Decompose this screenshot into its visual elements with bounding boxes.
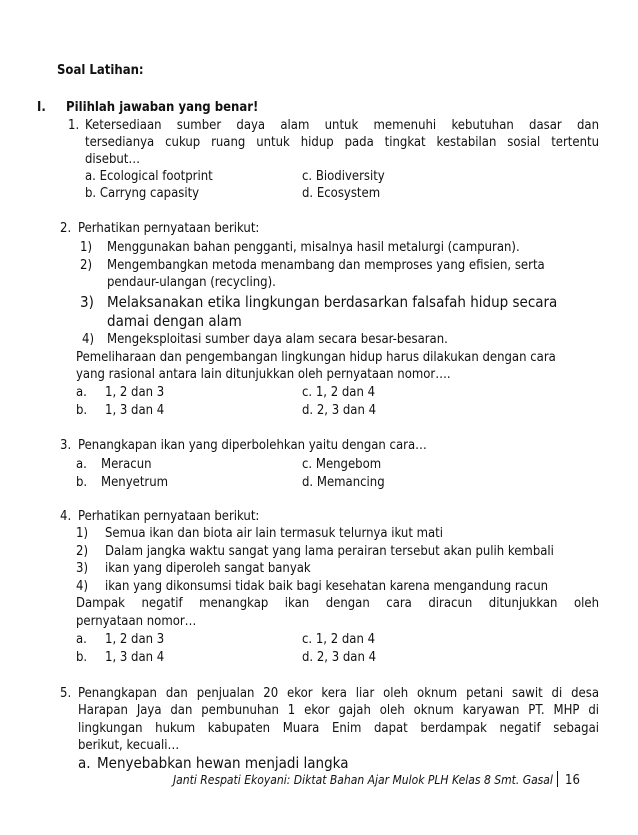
q5-stem-line2: Harapan Jaya dan pembunuhan 1 ekor gajah oleh oknum karyawan PT. MHP di: [78, 703, 599, 718]
q5-number: 5.: [60, 686, 72, 701]
q3-option-d: d. Memancing: [302, 475, 385, 490]
q2-statement-3-cont: damai dengan alam: [107, 312, 242, 330]
q1-option-d: d. Ecosystem: [302, 186, 381, 201]
q2-option-c: c. 1, 2 dan 4: [302, 385, 376, 400]
q4-option-d: d. 2, 3 dan 4: [302, 650, 377, 665]
q4-statement-2-number: 2): [76, 544, 89, 559]
q2-statement-3-number: 3): [80, 293, 94, 311]
q1-number: 1.: [68, 118, 80, 133]
q5-stem-line4: berikut, kecuali…: [78, 738, 180, 753]
q4-statement-1: Semua ikan dan biota air lain termasuk telurnya ikut mati: [105, 526, 444, 541]
q1-option-b: b. Carryng capasity: [85, 186, 200, 201]
q4-number: 4.: [60, 509, 72, 524]
q5-stem-line1: Penangkapan dan penjualan 20 ekor kera liar oleh oknum petani sawit di desa: [78, 686, 599, 701]
q4-option-a: 1, 2 dan 3: [105, 632, 165, 647]
q4-option-c: c. 1, 2 dan 4: [302, 632, 376, 647]
q4-option-a-label: a.: [76, 632, 87, 647]
q1-stem-line3: disebut…: [85, 152, 141, 167]
footer-citation: Janti Respati Ekoyani: Diktat Bahan Ajar Mulok PLH Kelas 8 Smt. Gasal: [173, 773, 553, 787]
q4-question-line2: pernyataan nomor…: [76, 614, 197, 629]
q4-option-b: 1, 3 dan 4: [105, 650, 165, 665]
q2-statement-4-number: 4): [82, 332, 95, 347]
q4-statement-4-number: 4): [76, 579, 89, 594]
q3-option-a: Meracun: [101, 457, 152, 472]
q3-number: 3.: [60, 438, 72, 453]
q5-option-a-label: a.: [78, 754, 91, 772]
q2-statement-2-cont: pendaur-ulangan (recycling).: [107, 275, 276, 290]
q2-statement-1-number: 1): [80, 240, 93, 255]
page-heading: Soal Latihan:: [57, 63, 144, 78]
q2-option-b-label: b.: [76, 403, 88, 418]
q1-option-a: a. Ecological footprint: [85, 169, 213, 184]
q4-stem: Perhatikan pernyataan berikut:: [78, 509, 260, 524]
q1-stem-line2: tersedianya cukup ruang untuk hidup pada tingkat kestabilan sosial tertentu: [85, 135, 599, 150]
q2-number: 2.: [60, 221, 72, 236]
q4-statement-3-number: 3): [76, 561, 89, 576]
q5-option-a: Menyebabkan hewan menjadi langka: [97, 754, 349, 772]
q2-statement-4: Mengeksploitasi sumber daya alam secara besar-besaran.: [107, 332, 448, 347]
q4-statement-1-number: 1): [76, 526, 89, 541]
q1-stem-line1: Ketersediaan sumber daya alam untuk memenuhi kebutuhan dasar dan: [85, 118, 599, 133]
q2-option-d: d. 2, 3 dan 4: [302, 403, 377, 418]
q4-statement-4: ikan yang dikonsumsi tidak baik bagi kesehatan karena mengandung racun: [105, 579, 549, 594]
q2-option-a-label: a.: [76, 385, 87, 400]
footer-divider: [557, 771, 558, 787]
q4-statement-2: Dalam jangka waktu sangat yang lama perairan tersebut akan pulih kembali: [105, 544, 554, 559]
q4-question-line1: Dampak negatif menangkap ikan dengan cara diracun ditunjukkan oleh: [76, 596, 599, 611]
q4-statement-3: ikan yang diperoleh sangat banyak: [105, 561, 311, 576]
q2-statement-1: Menggunakan bahan pengganti, misalnya hasil metalurgi (campuran).: [107, 240, 520, 255]
q3-option-a-label: a.: [76, 457, 87, 472]
q3-stem: Penangkapan ikan yang diperbolehkan yaitu dengan cara…: [78, 438, 427, 453]
q1-option-c: c. Biodiversity: [302, 169, 385, 184]
page-number: 16: [565, 773, 580, 788]
section-number: I.: [37, 100, 46, 115]
q4-option-b-label: b.: [76, 650, 88, 665]
q2-question-line2: yang rasional antara lain ditunjukkan oleh pernyataan nomor….: [76, 367, 451, 382]
q2-option-b: 1, 3 dan 4: [105, 403, 165, 418]
q2-question-line1: Pemeliharaan dan pengembangan lingkungan hidup harus dilakukan dengan cara: [76, 350, 556, 365]
q3-option-b-label: b.: [76, 475, 88, 490]
q2-statement-2-number: 2): [80, 258, 93, 273]
q5-stem-line3: lingkungan hukum kabupaten Muara Enim dapat berdampak negatif sebagai: [78, 721, 599, 736]
q2-statement-3: Melaksanakan etika lingkungan berdasarkan falsafah hidup secara: [107, 293, 558, 311]
q2-statement-2: Mengembangkan metoda menambang dan memproses yang efisien, serta: [107, 258, 545, 273]
q2-stem: Perhatikan pernyataan berikut:: [78, 221, 260, 236]
q3-option-c: c. Mengebom: [302, 457, 382, 472]
q3-option-b: Menyetrum: [101, 475, 169, 490]
section-title: Pilihlah jawaban yang benar!: [66, 100, 259, 115]
q2-option-a: 1, 2 dan 3: [105, 385, 165, 400]
